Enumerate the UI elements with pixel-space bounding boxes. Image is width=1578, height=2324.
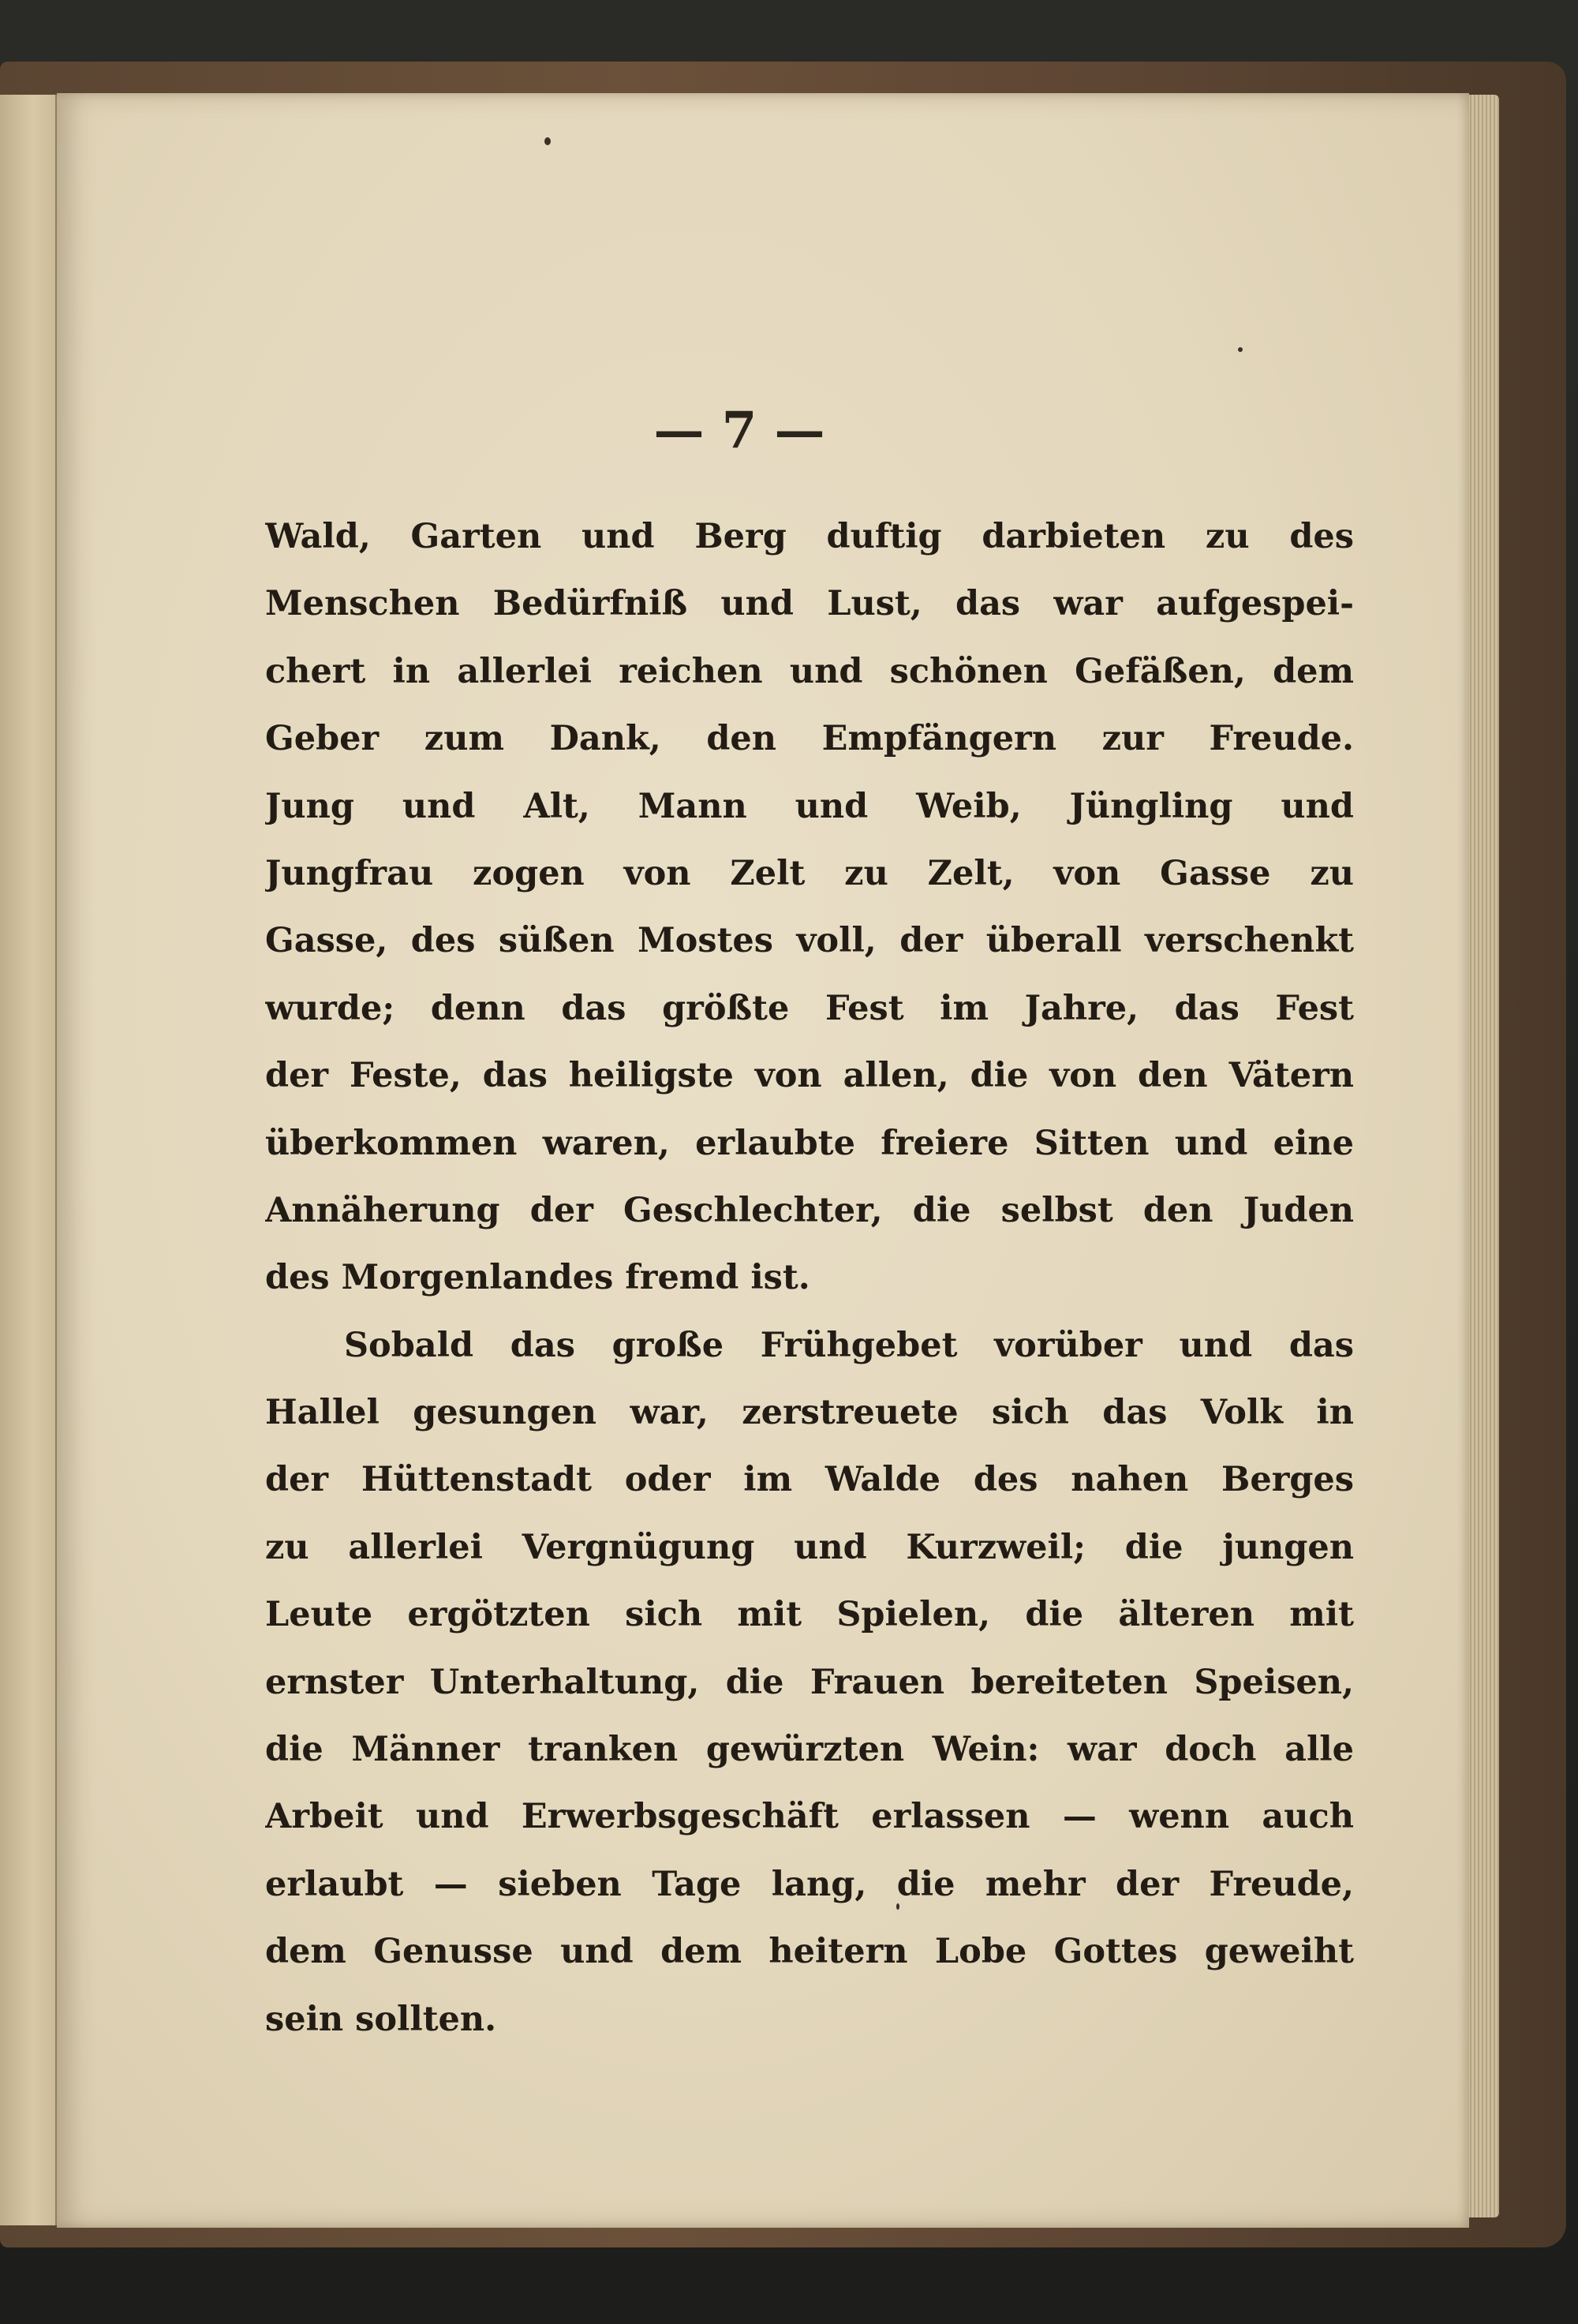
- text-line: der Hüttenstadt oder im Walde des nahen Berges: [265, 1460, 1354, 1500]
- text-line: Leute ergötzten sich mit Spielen, die älteren mit: [265, 1595, 1354, 1635]
- text-line: Sobald das große Frühgebet vorüber und das: [344, 1325, 1354, 1365]
- paper-speck: [1238, 347, 1243, 352]
- paper-speck: [544, 137, 551, 145]
- book-page: [57, 93, 1469, 2228]
- text-line: sein sollten.: [265, 1999, 497, 2039]
- text-line: wurde; denn das größte Fest im Jahre, das Fest: [265, 988, 1354, 1028]
- text-line: Jungfrau zogen von Zelt zu Zelt, von Gasse zu: [265, 853, 1354, 893]
- text-line: Wald, Garten und Berg duftig darbieten zu des: [265, 517, 1354, 556]
- text-line: dem Genusse und dem heitern Lobe Gottes geweiht: [265, 1932, 1354, 1972]
- text-line: zu allerlei Vergnügung und Kurzweil; die jungen: [265, 1527, 1354, 1567]
- text-line: Hallel gesungen war, zerstreuete sich das Volk in: [265, 1393, 1354, 1433]
- text-line: Annäherung der Geschlechter, die selbst den Juden: [265, 1190, 1354, 1230]
- body-text: [265, 503, 1354, 2053]
- text-line: chert in allerlei reichen und schönen Gefäßen, dem: [265, 651, 1354, 691]
- text-line: die Männer tranken gewürzten Wein: war doch alle: [265, 1730, 1354, 1770]
- text-line: Jung und Alt, Mann und Weib, Jüngling und: [265, 786, 1354, 826]
- text-line: Geber zum Dank, den Empfängern zur Freude.: [265, 719, 1354, 759]
- text-line: erlaubt — sieben Tage lang, die mehr der Freude,: [265, 1864, 1354, 1904]
- text-line: Gasse, des süßen Mostes voll, der überall verschenkt: [265, 921, 1354, 961]
- text-line: ernster Unterhaltung, die Frauen bereiteten Speisen,: [265, 1662, 1354, 1702]
- text-line: überkommen waren, erlaubte freiere Sitten und eine: [265, 1123, 1354, 1163]
- text-line: des Morgenlandes fremd ist.: [265, 1258, 810, 1298]
- page-number: — 7 —: [653, 401, 825, 460]
- text-line: Arbeit und Erwerbsgeschäft erlassen — wenn auch: [265, 1797, 1354, 1837]
- text-line: der Feste, das heiligste von allen, die von den Vätern: [265, 1056, 1354, 1096]
- text-line: Menschen Bedürfniß und Lust, das war aufgespei-: [265, 584, 1354, 624]
